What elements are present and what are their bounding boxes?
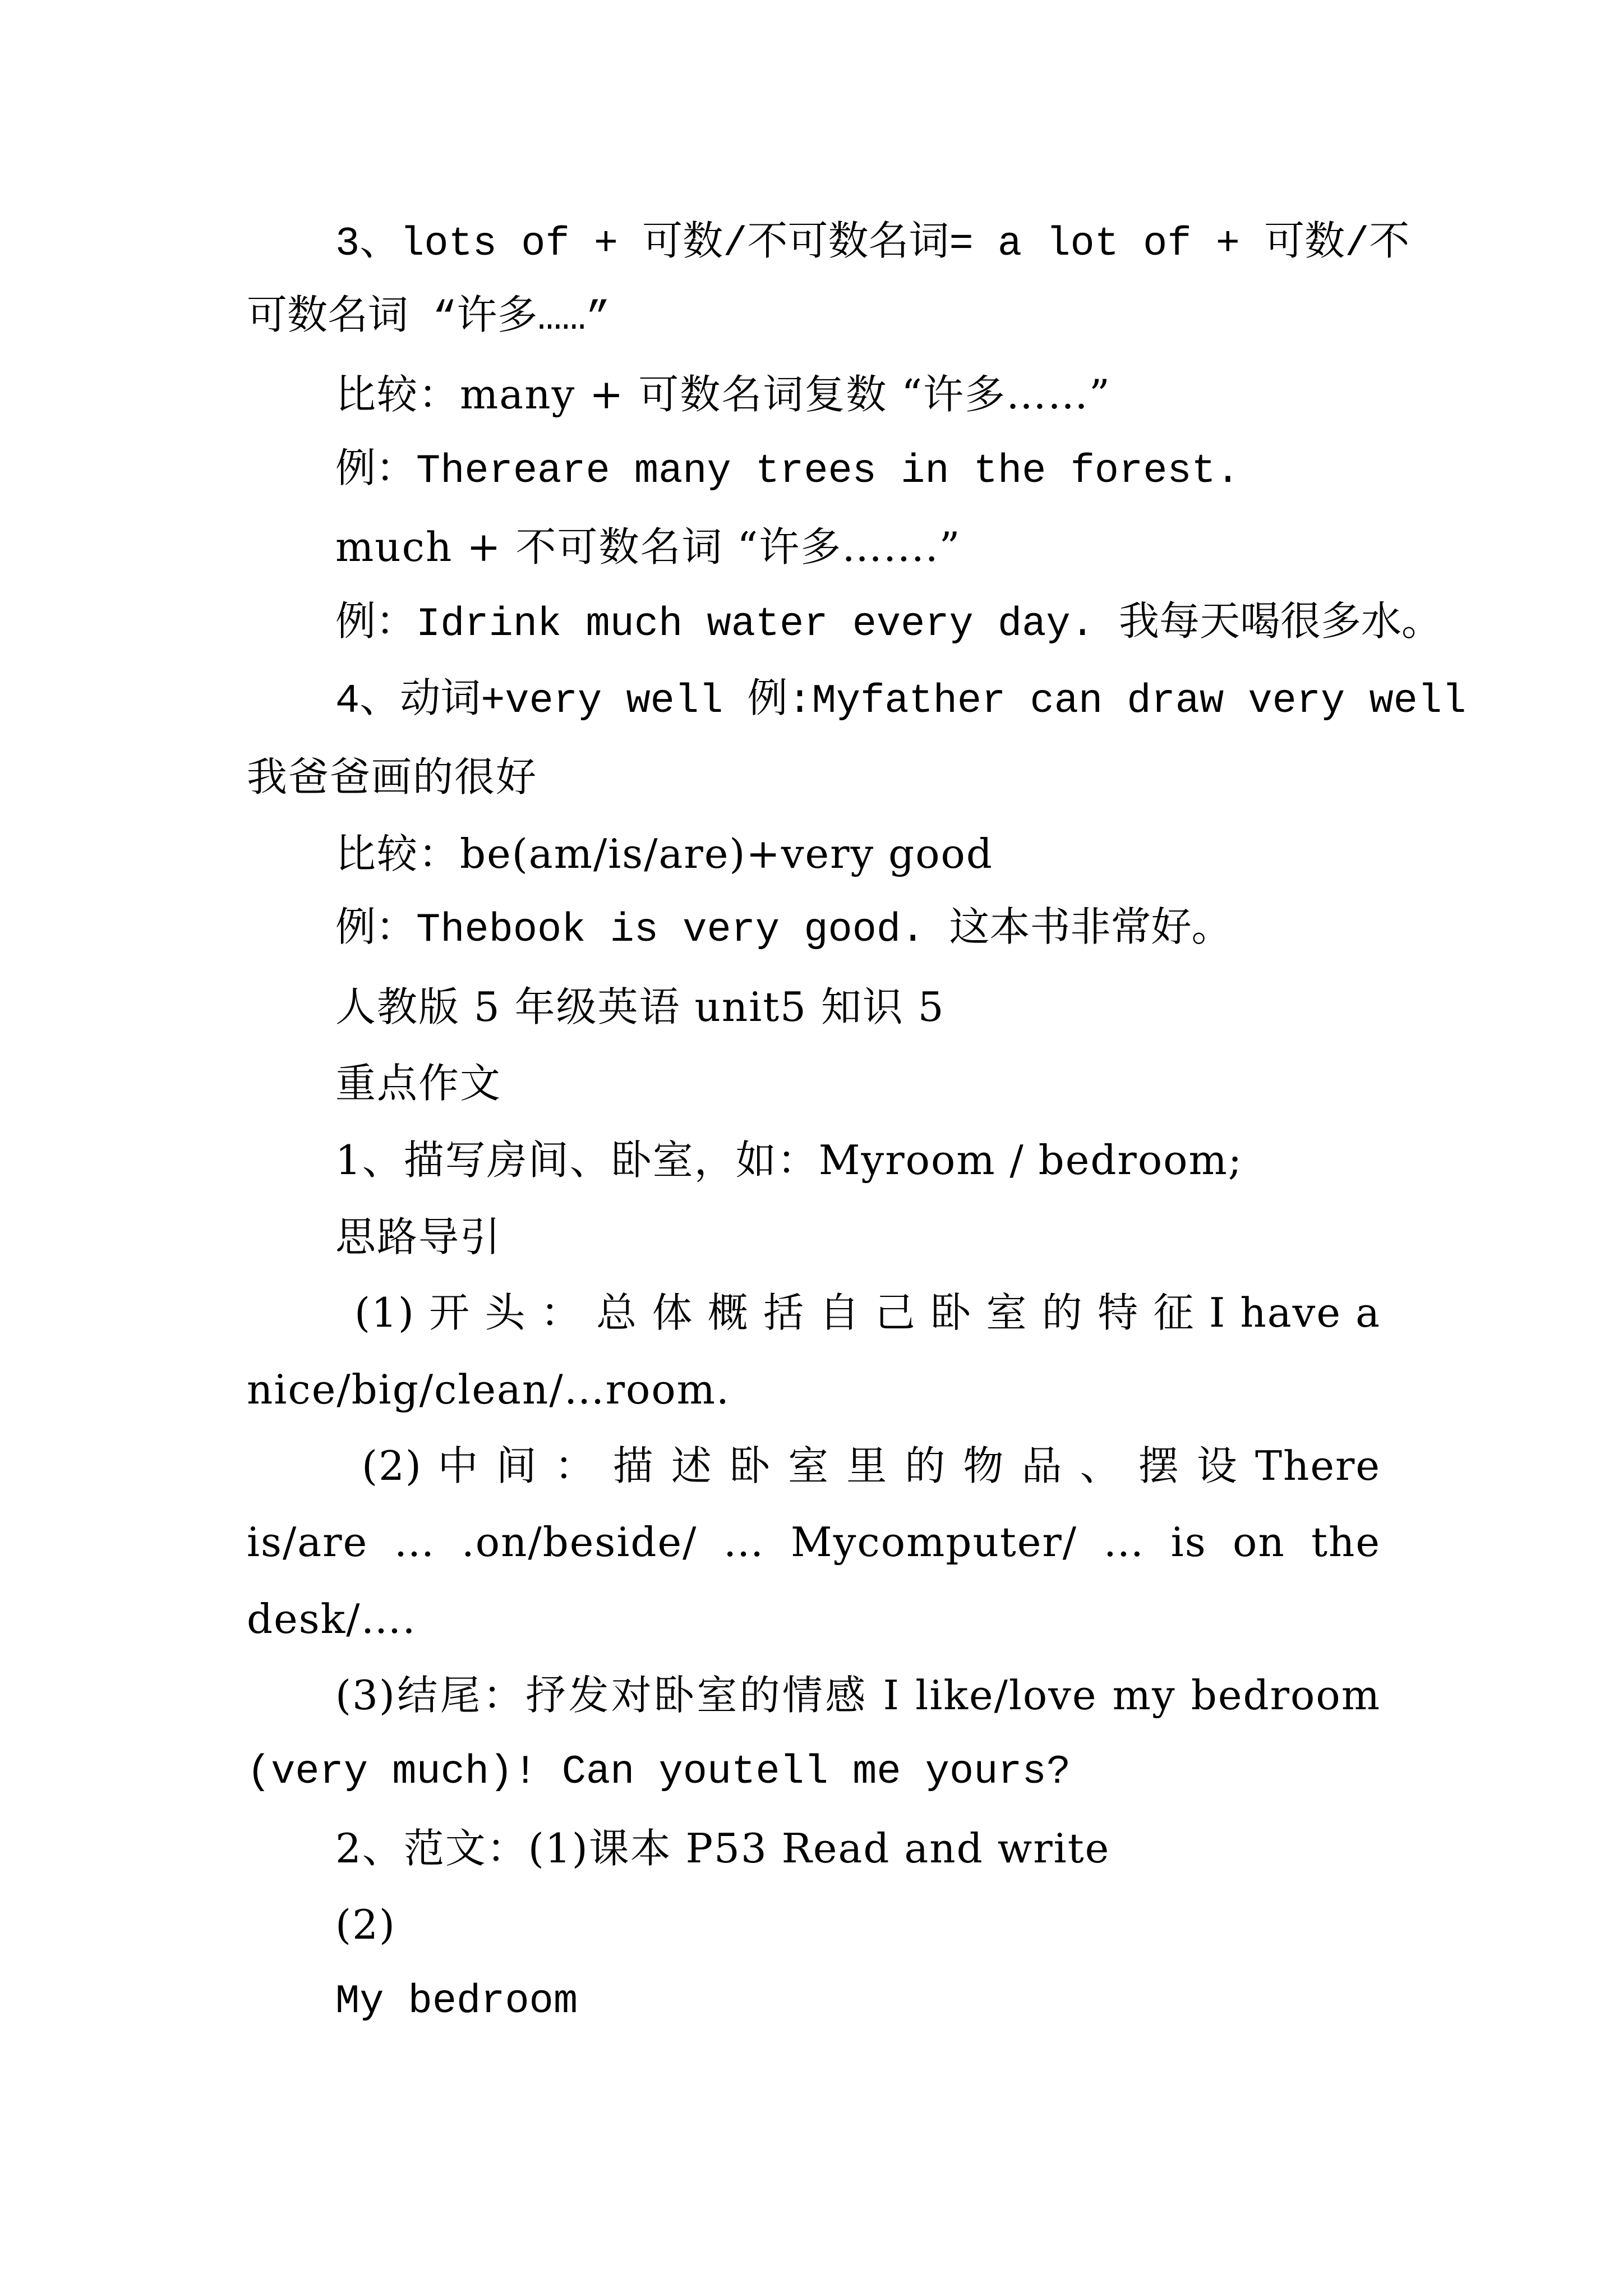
text-line-beginning-cont: nice/big/clean/…room. — [247, 1366, 730, 1413]
text-line-sample: 2、范文：(1)课本 P53 Read and write — [335, 1825, 1110, 1872]
section-title: 人教版 5 年级英语 unit5 知识 5 — [335, 983, 945, 1030]
text-line-example-water: 例：Idrink much water every day. 我每天喝很多水。 — [335, 601, 1442, 647]
text-line-example-trees: 例：Thereare many trees in the forest. — [335, 448, 1241, 494]
text-line-example-book: 例：Thebook is very good. 这本书非常好。 — [335, 907, 1232, 953]
text-line-lots-of-cont: 可数名词 “许多……” — [247, 295, 611, 341]
text-line-describe-room: 1、描写房间、卧室，如：Myroom / bedroom; — [335, 1137, 1243, 1184]
text-line-middle-end: desk/…. — [247, 1595, 417, 1642]
text-line-beginning: (1) 开 头 ： 总 体 概 括 自 己 卧 室 的 特 征 I have a — [354, 1289, 1381, 1336]
text-line-middle-cont: is/are … .on/beside/ … Mycomputer/ … is on the — [247, 1519, 1381, 1566]
text-line-lots-of: 3、lots of + 可数/不可数名词= a lot of + 可数/不 — [335, 221, 1410, 267]
text-line-ending: (3)结尾：抒发对卧室的情感 I like/love my bedroom — [335, 1672, 1381, 1719]
text-line-very-well: 4、动词+very well 例:Myfather can draw very well — [335, 678, 1467, 724]
subsection-title: 重点作文 — [335, 1060, 502, 1107]
text-line-compare-many: 比较：many + 可数名词复数 “许多……” — [335, 371, 1111, 418]
text-line-middle: (2) 中 间 ： 描 述 卧 室 里 的 物 品 、 摆 设 There — [362, 1442, 1381, 1489]
text-line-very-well-cont: 我爸爸画的很好 — [247, 753, 538, 800]
text-line-guide: 思路导引 — [335, 1213, 502, 1260]
sample-essay-title: My bedroom — [335, 1978, 578, 2024]
text-line-ending-cont: (very much)! Can youtell me yours? — [247, 1749, 1071, 1795]
text-line-compare-good: 比较：be(am/is/are)+very good — [335, 830, 993, 877]
text-line-much: much + 不可数名词 “许多…....” — [335, 523, 961, 570]
text-line-sample-2: (2) — [335, 1901, 396, 1948]
